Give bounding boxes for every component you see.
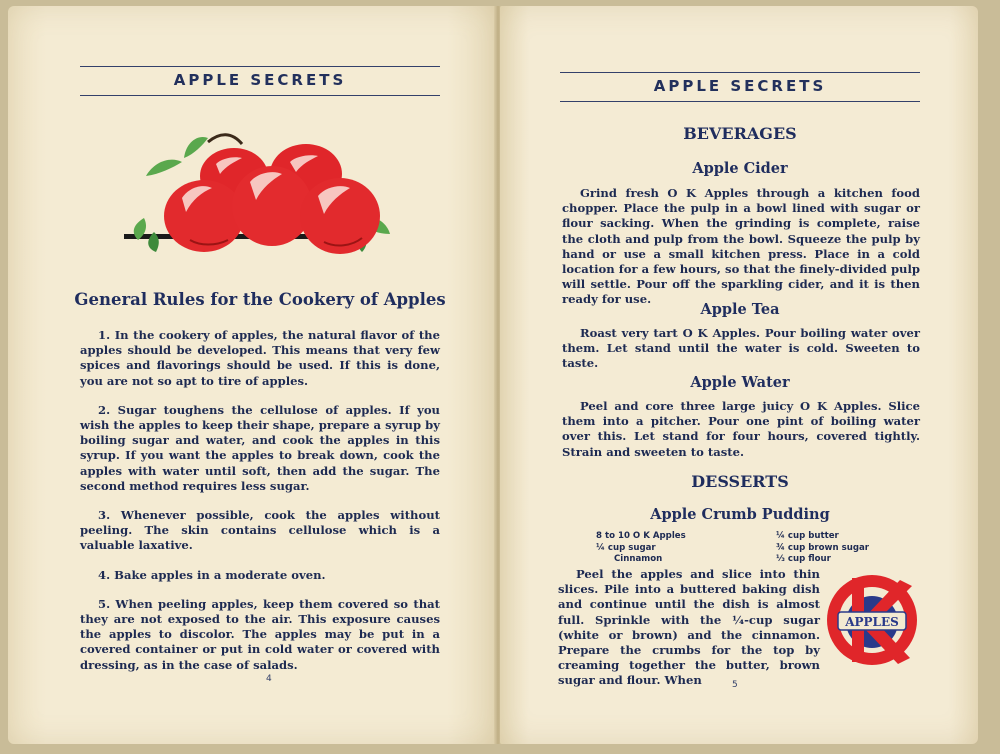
left-page xyxy=(8,6,496,744)
ingredient-item: ¼ cup butter xyxy=(776,531,839,541)
desserts-heading: DESSERTS xyxy=(691,472,789,491)
ingredient-item: ¾ cup brown sugar xyxy=(776,542,870,553)
pudding-text xyxy=(558,567,820,703)
water-text xyxy=(562,399,920,474)
right-header-text: APPLE SECRETS xyxy=(653,77,827,95)
rule-paragraph: 1. In the cookery of apples, the natural flavor of the apples should be developed. This means that very few spices and flavorings should be used. If this is done, you are not so apt to tire of apples. xyxy=(80,328,440,388)
beverages-heading: BEVERAGES xyxy=(683,124,797,143)
left-page-header xyxy=(80,66,440,96)
right-page-header xyxy=(560,72,920,102)
apples-illustration xyxy=(124,128,394,258)
cider-title: Apple Cider xyxy=(692,160,788,177)
tea-paragraph: Roast very tart O K Apples. Pour boiling water over them. Let stand until the water is cold. Sweeten to taste. xyxy=(562,326,920,371)
ingredient-item: 8 to 10 O K Apples xyxy=(596,531,686,541)
right-page-number: 5 xyxy=(732,680,738,690)
pudding-paragraph: Peel the apples and slice into thin slices. Pile into a buttered baking dish and continue until the dish is almost full. Sprinkle with the ¼-cup sugar (white or brown) and the cinnamon. Prepare the crumbs for the top by creaming together the butter, brown sugar and flour. When xyxy=(558,567,820,688)
ingredient-item: ¼ cup sugar xyxy=(596,542,656,553)
left-page-title: General Rules for the Cookery of Apples xyxy=(74,290,446,309)
water-paragraph: Peel and core three large juicy O K Apples. Slice them into a pitcher. Pour one pint of boiling water over this. Let stand for four hours, covered tightly. Strain and sweeten to taste. xyxy=(562,399,920,459)
ingredient-item: Cinnamon xyxy=(614,554,663,564)
cider-paragraph: Grind fresh O K Apples through a kitchen food chopper. Place the pulp in a bowl lined with sugar or flour sacking. When the grinding is complete, raise the cloth and pulp from the bowl. Squeeze the pulp by hand or use a small kitchen press. Place in a cold location for a few hours, so that the finely-divided pulp will settle. Pour off the sparkling cider, and it is then ready for use. xyxy=(562,186,920,307)
ingredients-right xyxy=(776,531,869,566)
rules-text xyxy=(80,328,440,687)
rule-paragraph: 5. When peeling apples, keep them covered so that they are not exposed to the air. This exposure causes the apples to discolor. The apples may be put in a covered container or put in cold water or covered with dressing, as in the case of salads. xyxy=(80,596,440,672)
tea-title: Apple Tea xyxy=(700,301,780,318)
ingredients-left xyxy=(596,531,686,566)
pudding-title: Apple Crumb Pudding xyxy=(650,506,830,523)
water-title: Apple Water xyxy=(690,374,790,391)
rule-paragraph: 3. Whenever possible, cook the apples without peeling. The skin contains cellulose which is a valuable laxative. xyxy=(80,508,440,553)
right-page xyxy=(500,6,978,744)
left-page-number: 4 xyxy=(266,674,272,684)
leaf-icon xyxy=(146,160,182,176)
rule-paragraph: 4. Bake apples in a moderate oven. xyxy=(98,567,326,582)
rule-paragraph: 2. Sugar toughens the cellulose of apples. If you wish the apples to keep their shape, prepare a syrup by boiling sugar and water, and cook the apples in this syrup. If you want the apples to break down, cook the apples with water until soft, then add the sugar. The second method requires less sugar. xyxy=(80,402,440,493)
stem-icon xyxy=(208,135,242,144)
ingredient-item: ⅓ cup flour xyxy=(776,554,831,564)
logo-text: APPLES xyxy=(845,615,899,629)
ok-apples-logo xyxy=(824,572,920,668)
left-header-text: APPLE SECRETS xyxy=(173,71,347,89)
leaf-icon xyxy=(184,137,208,158)
